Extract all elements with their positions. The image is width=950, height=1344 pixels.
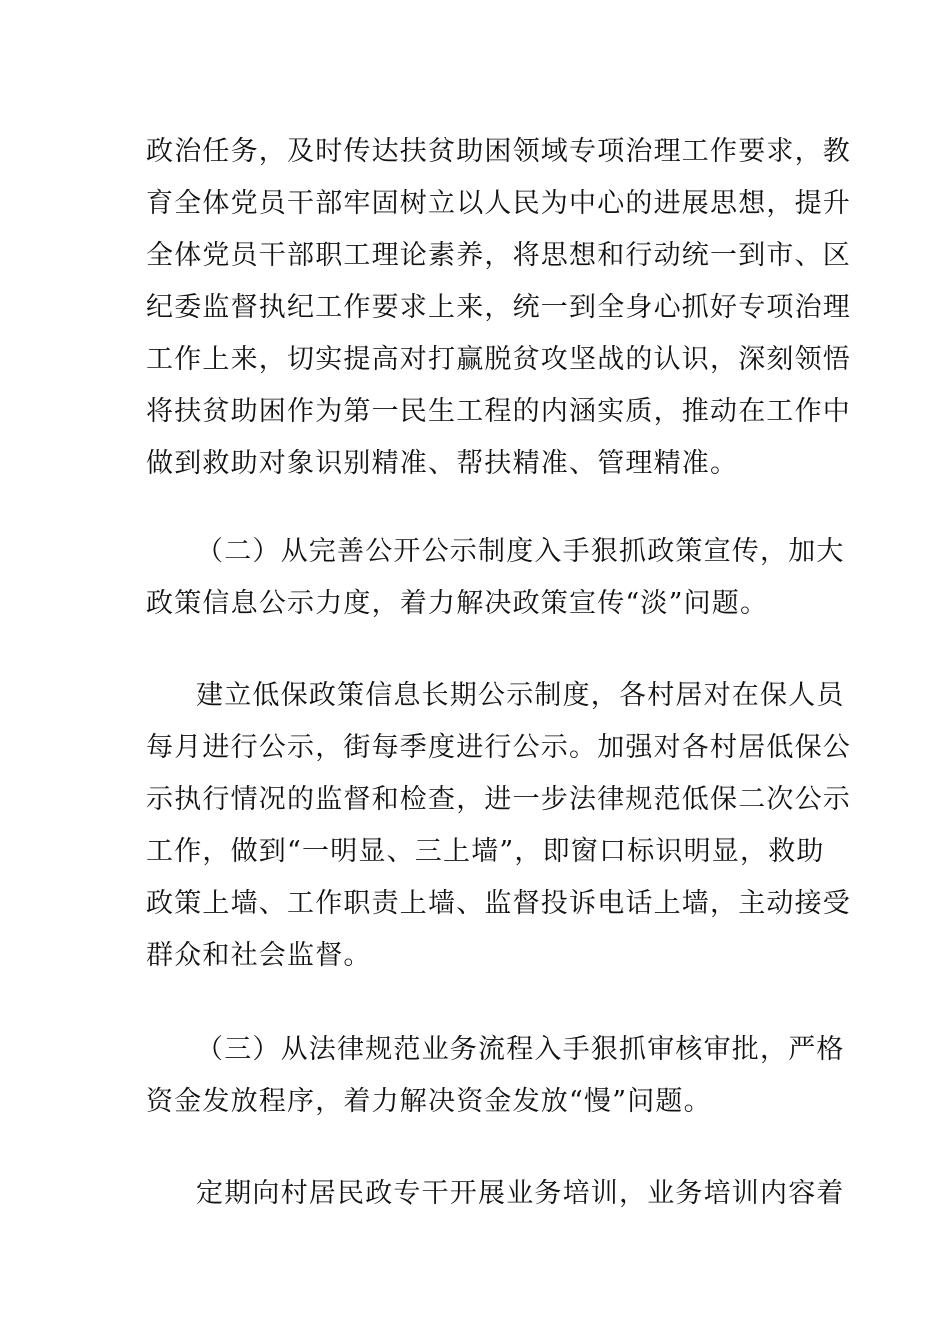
text-line: 政治任务，及时传达扶贫助困领域专项治理工作要求，教 [146, 136, 851, 167]
text-line: 做到救助对象识别精准、帮扶精准、管理精准。 [146, 448, 739, 479]
text-line: 群众和社会监督。 [146, 940, 372, 971]
section-heading-2: （二）从完善公开公示制度入手狠抓政策宣传，加大 [196, 536, 845, 567]
section-heading-2-cont: 政策信息公示力度，着力解决政策宣传“淡”问题。 [146, 588, 769, 619]
text-line: 全体党员干部职工理论素养，将思想和行动统一到市、区 [146, 240, 851, 271]
text-line: 每月进行公示，街每季度进行公示。加强对各村居低保公 [146, 732, 851, 763]
section-heading-3-cont: 资金发放程序，着力解决资金发放“慢”问题。 [146, 1086, 712, 1117]
text-line: 建立低保政策信息长期公示制度，各村居对在保人员 [196, 680, 845, 711]
text-line: 政策上墙、工作职责上墙、监督投诉电话上墙，主动接受 [146, 888, 851, 919]
text-line: 育全体党员干部牢固树立以人民为中心的进展思想，提升 [146, 188, 851, 219]
text-line: 工作，做到“一明显、三上墙”，即窗口标识明显，救助 [146, 836, 825, 867]
text-line: 示执行情况的监督和检查，进一步法律规范低保二次公示 [146, 784, 851, 815]
text-line: 纪委监督执纪工作要求上来，统一到全身心抓好专项治理 [146, 292, 851, 323]
text-line: 将扶贫助困作为第一民生工程的内涵实质，推动在工作中 [146, 396, 851, 427]
section-heading-3: （三）从法律规范业务流程入手狠抓审核审批，严格 [196, 1034, 845, 1065]
text-line: 定期向村居民政专干开展业务培训，业务培训内容着 [196, 1178, 845, 1209]
text-line: 工作上来，切实提高对打赢脱贫攻坚战的认识，深刻领悟 [146, 344, 851, 375]
